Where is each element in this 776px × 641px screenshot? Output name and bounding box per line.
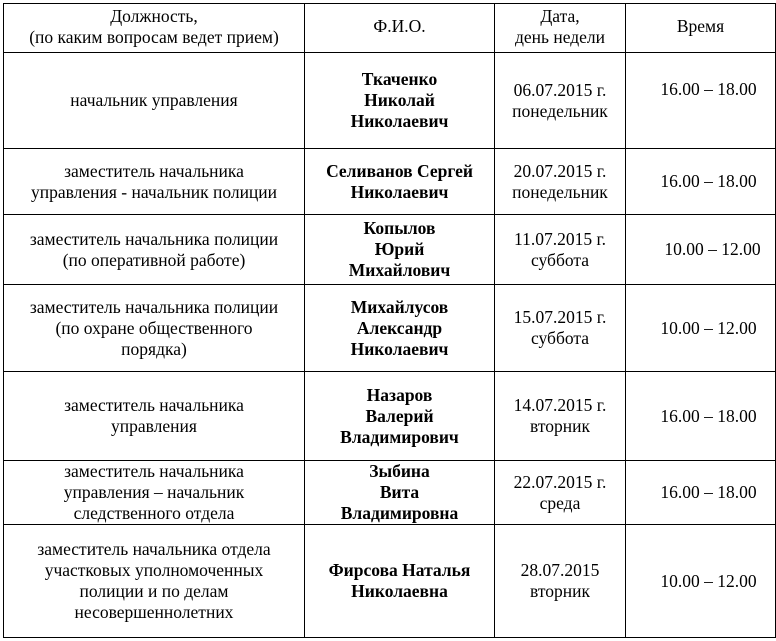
name-line: Зыбина	[369, 461, 430, 481]
date-value: 15.07.2015 г.	[513, 307, 607, 327]
position-line: управления - начальник полиции	[30, 181, 278, 202]
date-value: 06.07.2015 г.	[513, 79, 607, 100]
time-value: 16.00 – 18.00	[660, 78, 757, 99]
position-line: следственного отдела	[73, 503, 235, 523]
position-cell	[4, 53, 305, 149]
time-value: 16.00 – 18.00	[660, 405, 757, 426]
position-cell	[4, 461, 305, 525]
time-value: 16.00 – 18.00	[660, 482, 757, 502]
header-position-line: Должность,	[110, 6, 198, 26]
position-line: (по охране общественного	[55, 317, 253, 338]
time-cell	[626, 149, 776, 215]
reception-schedule-table	[3, 3, 776, 638]
table-row	[4, 525, 776, 638]
time-cell	[626, 285, 776, 372]
position-line: несовершеннолетних	[74, 602, 234, 622]
position-cell	[4, 215, 305, 285]
position-line: полиции и по делам	[79, 581, 229, 601]
name-line: Владимирович	[340, 426, 459, 447]
time-value: 10.00 – 12.00	[664, 239, 761, 259]
date-value: 14.07.2015 г.	[513, 395, 607, 415]
position-cell	[4, 525, 305, 638]
position-line: заместитель начальника	[64, 160, 244, 181]
name-line: Николаевна	[351, 581, 448, 601]
position-line: заместитель начальника	[64, 395, 244, 415]
position-line: заместитель начальника полиции	[29, 228, 279, 249]
position-cell	[4, 149, 305, 215]
date-cell	[495, 215, 626, 285]
header-position-line: (по каким вопросам ведет прием)	[29, 27, 279, 47]
name-cell	[305, 285, 495, 372]
weekday-value: вторник	[530, 416, 590, 436]
date-cell	[495, 525, 626, 638]
time-cell	[626, 215, 776, 285]
weekday-value: понедельник	[512, 100, 608, 121]
position-cell	[4, 372, 305, 461]
weekday-value: понедельник	[512, 181, 608, 202]
position-line: (по оперативной работе)	[62, 249, 246, 270]
date-cell	[495, 285, 626, 372]
name-cell	[305, 372, 495, 461]
time-cell	[626, 461, 776, 525]
time-value: 10.00 – 12.00	[660, 570, 757, 591]
header-date-line: Дата,	[540, 6, 580, 26]
time-value: 10.00 – 12.00	[660, 317, 757, 338]
name-line: Николаевич	[350, 181, 449, 202]
name-cell	[305, 53, 495, 149]
header-name-line: Ф.И.О.	[373, 16, 426, 36]
weekday-value: суббота	[530, 328, 589, 348]
position-line: управления	[111, 416, 197, 436]
time-cell	[626, 372, 776, 461]
header-date-line: день недели	[514, 27, 606, 47]
header-time	[626, 4, 776, 53]
date-cell	[495, 372, 626, 461]
time-cell	[626, 525, 776, 638]
header-row	[4, 4, 776, 53]
position-line: начальник управления	[70, 90, 238, 110]
table-row	[4, 215, 776, 285]
name-line: Копылов	[363, 218, 436, 238]
name-line: Владимировна	[340, 503, 459, 523]
position-cell	[4, 285, 305, 372]
weekday-value: суббота	[530, 249, 589, 270]
weekday-value: среда	[539, 492, 581, 513]
position-line: заместитель начальника полиции	[29, 296, 279, 317]
header-date	[495, 4, 626, 53]
name-line: Михайлович	[348, 260, 451, 280]
date-cell	[495, 149, 626, 215]
name-line: Александр	[356, 317, 443, 338]
name-line: Юрий	[374, 239, 425, 259]
position-line: порядка)	[121, 338, 187, 359]
name-line: Вита	[379, 482, 420, 502]
name-line: Ткаченко	[361, 69, 438, 89]
time-cell	[626, 53, 776, 149]
time-value: 16.00 – 18.00	[660, 171, 757, 191]
name-cell	[305, 149, 495, 215]
position-line: заместитель начальника	[64, 461, 244, 481]
name-line: Николаевич	[350, 111, 449, 131]
position-line: заместитель начальника отдела	[37, 539, 271, 559]
name-line: Фирсова Наталья	[328, 560, 471, 580]
date-value: 20.07.2015 г.	[513, 160, 607, 181]
name-line: Михайлусов	[350, 296, 449, 317]
table-row	[4, 53, 776, 149]
date-cell	[495, 461, 626, 525]
position-line: управления – начальник	[63, 482, 245, 502]
name-line: Селиванов Сергей	[326, 160, 473, 181]
table-body	[4, 4, 776, 638]
header-name	[305, 4, 495, 53]
name-cell	[305, 461, 495, 525]
name-cell	[305, 215, 495, 285]
header-time-line: Время	[676, 16, 725, 36]
name-cell	[305, 525, 495, 638]
table-row	[4, 149, 776, 215]
table-row	[4, 461, 776, 525]
table-row	[4, 372, 776, 461]
name-line: Николай	[364, 90, 435, 110]
header-position	[4, 4, 305, 53]
position-line: участковых уполномоченных	[44, 560, 264, 580]
name-line: Николаевич	[350, 338, 449, 359]
table-row	[4, 285, 776, 372]
date-value: 11.07.2015 г.	[513, 228, 607, 249]
date-value: 22.07.2015 г.	[513, 471, 607, 492]
weekday-value: вторник	[530, 581, 590, 601]
name-line: Назаров	[366, 384, 433, 405]
date-cell	[495, 53, 626, 149]
name-line: Валерий	[365, 405, 434, 426]
date-value: 28.07.2015	[520, 560, 600, 580]
